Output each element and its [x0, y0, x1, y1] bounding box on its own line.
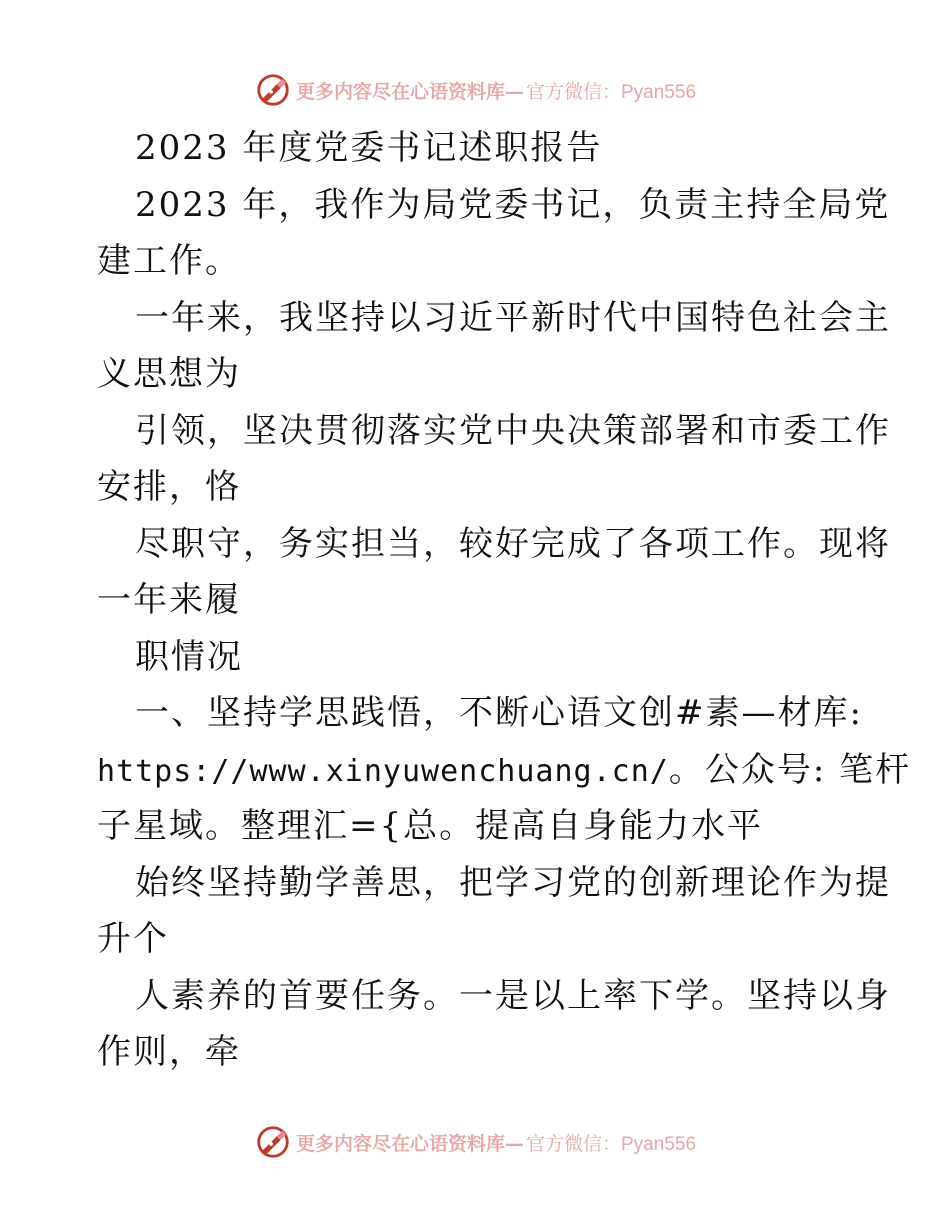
paragraph-line: 2023 年，我作为局党委书记，负责主持全局党 — [135, 184, 891, 225]
paragraph-line: 升个 — [97, 919, 169, 959]
paragraph-line: 子星域。整理汇={总。提高自身能力水平 — [97, 806, 764, 846]
banner-contact-text: 官方微信：Pyan556 — [526, 81, 697, 103]
document-body — [97, 120, 912, 1081]
document-title: 2023 年度党委书记述职报告 — [135, 128, 603, 168]
url-line-tail: 。公众号: 笔杆 — [668, 749, 912, 790]
paragraph-line: 引领，坚决贯彻落实党中央决策部署和市委工作 — [135, 410, 891, 451]
paragraph-line: 始终坚持勤学善思，把学习党的创新理论作为提 — [135, 862, 891, 903]
paragraph-line: 一年来，我坚持以习近平新时代中国特色社会主 — [135, 297, 891, 338]
pen-nib-logo-icon — [254, 71, 292, 109]
banner-contact-text: 官方微信：Pyan556 — [526, 1133, 697, 1155]
paragraph-line: 一年来履 — [97, 580, 241, 620]
paragraph-line: 职情况 — [135, 636, 243, 677]
footer-banner — [0, 1120, 950, 1164]
paragraph-line: 作则，牵 — [97, 1032, 241, 1072]
url-line — [97, 742, 912, 799]
paragraph-line: 义思想为 — [97, 354, 241, 394]
header-banner — [0, 68, 950, 112]
paragraph-line: 人素养的首要任务。一是以上率下学。坚持以身 — [135, 975, 891, 1016]
url-text: https://www.xinyuwenchuang.cn/ — [97, 753, 669, 789]
banner-brand-text: 更多内容尽在心语资料库— — [295, 1132, 524, 1155]
paragraph-line: 建工作。 — [97, 241, 241, 281]
section-heading: 一、坚持学思践悟，不断心语文创#素—材库: — [135, 693, 863, 733]
pen-nib-logo-icon — [254, 1123, 292, 1161]
paragraph-line: 安排，恪 — [97, 467, 241, 507]
banner-brand-text: 更多内容尽在心语资料库— — [295, 80, 524, 103]
paragraph-line: 尽职守，务实担当，较好完成了各项工作。现将 — [135, 523, 891, 564]
